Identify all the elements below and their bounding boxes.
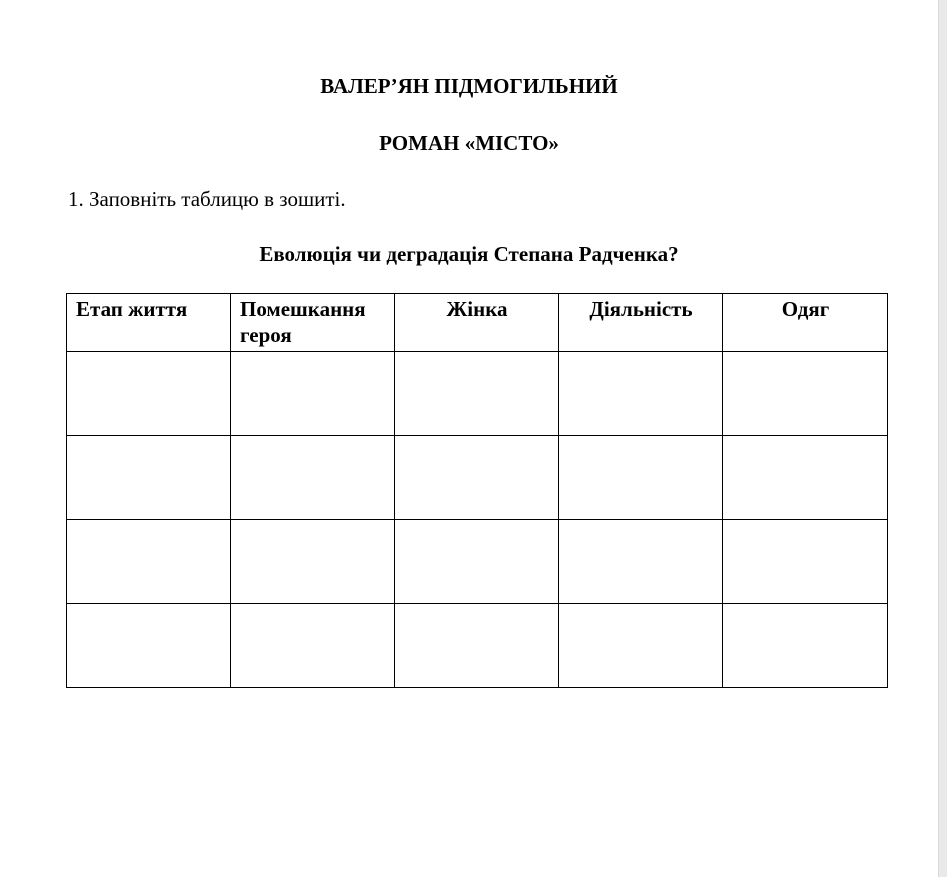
header-clothing: Одяг [723,294,888,352]
table-cell [559,604,723,688]
table-row [67,520,888,604]
table-cell [67,352,231,436]
header-dwelling: Помешкання героя [231,294,395,352]
table-cell [723,520,888,604]
table-cell [395,520,559,604]
table-caption: Еволюція чи деградація Степана Радченка? [259,242,679,266]
table-row [67,352,888,436]
table-header-row [67,294,888,352]
table-cell [231,436,395,520]
table-cell [395,604,559,688]
header-life-stage: Етап життя [67,294,231,352]
table-cell [67,520,231,604]
table-row [67,436,888,520]
table-cell [395,352,559,436]
table-cell [559,352,723,436]
table-cell [67,436,231,520]
table-cell [559,436,723,520]
task-instruction: 1. Заповніть таблицю в зошиті. [68,187,346,211]
novel-title: РОМАН «МІСТО» [379,131,559,155]
viewer-edge [939,0,947,877]
table-cell [67,604,231,688]
table-cell [395,436,559,520]
table-cell [723,436,888,520]
table-cell [723,604,888,688]
header-woman: Жінка [395,294,559,352]
table-cell [559,520,723,604]
table-cell [231,604,395,688]
author-title: ВАЛЕР’ЯН ПІДМОГИЛЬНИЙ [320,74,618,98]
header-activity: Діяльність [559,294,723,352]
evolution-table [66,293,888,688]
table-cell [231,520,395,604]
table-row [67,604,888,688]
table-cell [231,352,395,436]
table-cell [723,352,888,436]
